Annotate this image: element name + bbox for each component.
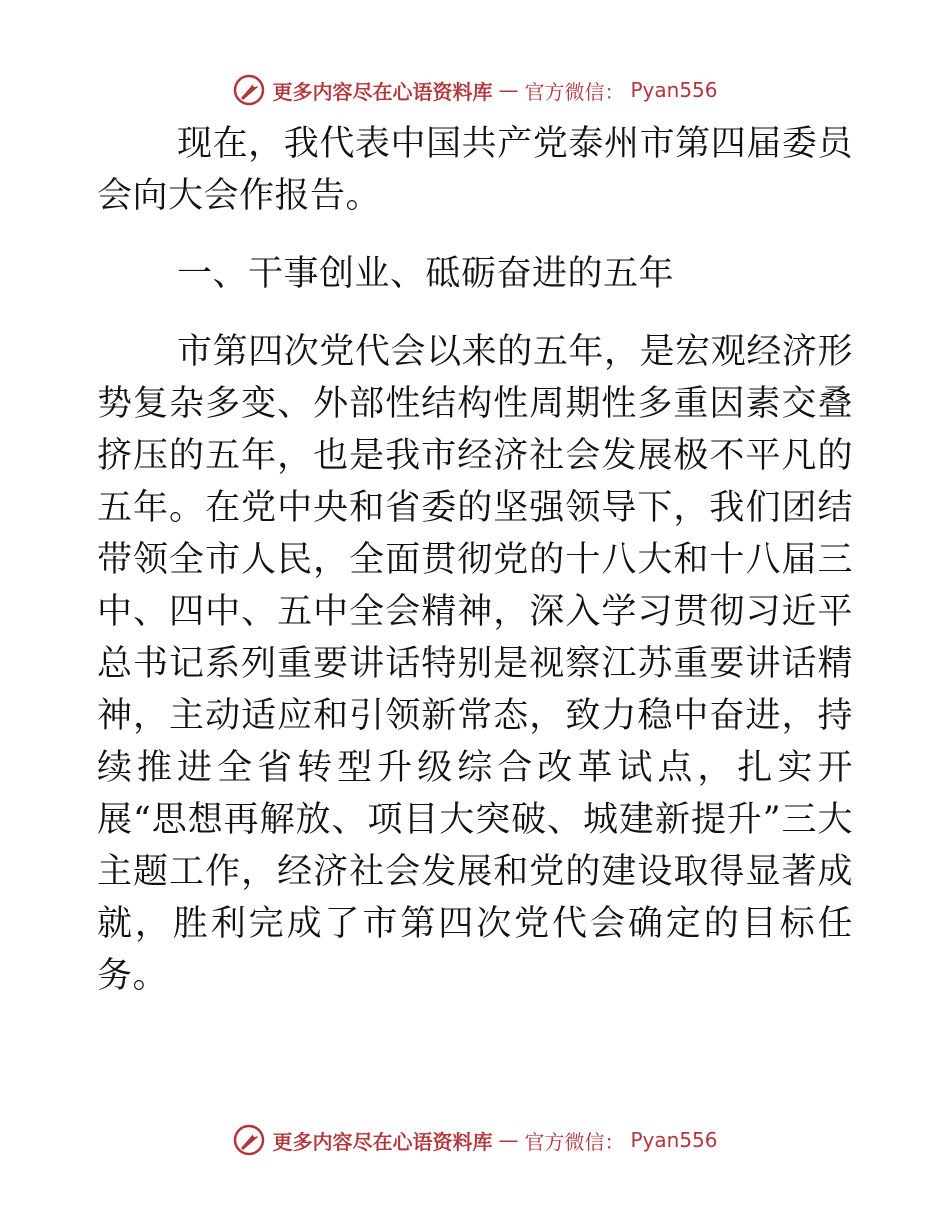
watermark-wechat-label: 官方微信： — [524, 1129, 625, 1154]
footer-watermark — [0, 1120, 950, 1160]
watermark-wechat-label: 官方微信： — [524, 79, 625, 104]
section-heading: 一、干事创业、砥砺奋进的五年 — [177, 254, 675, 294]
pen-nib-logo-icon — [232, 1123, 266, 1157]
watermark-library-text: 更多内容尽在心语资料库 — [272, 79, 493, 104]
watermark-separator: — — [498, 1128, 519, 1152]
paragraph-five-years: 市第四次党代会以来的五年，是宏观经济形势复杂多变、外部性结构性周期性多重因素交叠挤压的五年，也是我市经济社会发展极不平凡的五年。在党中央和省委的坚强领导下，我们团结带领全市人民，全面贯彻党的十八大和十八届三中、四中、五中全会精神，深入学习贯彻习近平总书记系列重要讲话特别是视察江苏重要讲话精神，主动适应和引领新常态，致力稳中奋进，持续推进全省转型升级综合改革试点，扎实开展“思想再解放、项目大突破、城建新提升”三大主题工作，经济社会发展和党的建设取得显著成就，胜利完成了市第四次党代会确定的目标任务。 — [97, 332, 853, 996]
pen-nib-logo-icon — [232, 73, 266, 107]
header-watermark — [0, 70, 950, 110]
watermark-library-text: 更多内容尽在心语资料库 — [272, 1129, 493, 1154]
watermark-separator: — — [498, 78, 519, 102]
document-body — [97, 118, 853, 1002]
watermark-wechat-id: Pyan556 — [630, 78, 718, 102]
paragraph-intro: 现在，我代表中国共产党泰州市第四届委员会向大会作报告。 — [97, 124, 853, 216]
watermark-wechat-id: Pyan556 — [630, 1128, 718, 1152]
